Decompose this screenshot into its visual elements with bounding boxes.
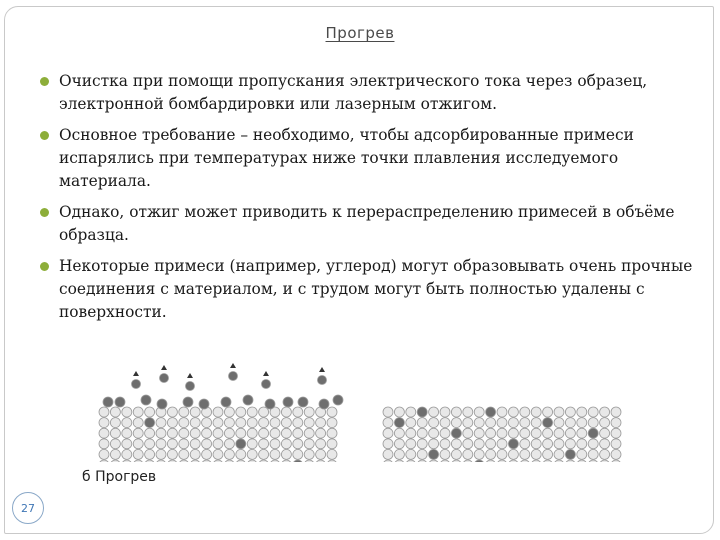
- adsorbed-impurity: [183, 397, 193, 407]
- lattice-atom: [611, 407, 621, 417]
- lattice-atom: [156, 449, 166, 459]
- impurity-atom: [293, 460, 303, 462]
- lattice-atom: [167, 439, 177, 449]
- lattice-atom: [179, 439, 189, 449]
- lattice-atom: [259, 460, 269, 462]
- lattice-atom: [611, 439, 621, 449]
- impurity-atom: [543, 418, 553, 428]
- lattice-atom: [99, 460, 109, 462]
- lattice-atom: [281, 439, 291, 449]
- lattice-atom: [281, 449, 291, 459]
- impurity-atom: [236, 439, 246, 449]
- lattice-atom: [247, 418, 257, 428]
- lattice-atom: [133, 449, 143, 459]
- lattice-atom: [213, 418, 223, 428]
- lattice-atom: [440, 439, 450, 449]
- lattice-atom: [213, 449, 223, 459]
- lattice-atom: [588, 460, 598, 462]
- lattice-atom: [281, 407, 291, 417]
- lattice-atom: [133, 428, 143, 438]
- lattice-atom: [224, 439, 234, 449]
- lattice-atom: [440, 407, 450, 417]
- lattice-atom: [474, 407, 484, 417]
- lattice-atom: [508, 449, 518, 459]
- desorbing-impurities: [132, 363, 327, 391]
- lattice-atom: [156, 418, 166, 428]
- figure-caption: б Прогрев: [82, 469, 157, 485]
- desorbing-atom: [160, 374, 169, 383]
- lattice-atom: [531, 439, 541, 449]
- lattice-atom: [451, 449, 461, 459]
- desorbing-atom: [186, 382, 195, 391]
- lattice-atom: [202, 439, 212, 449]
- lattice-atom: [270, 428, 280, 438]
- lattice-atom: [474, 418, 484, 428]
- lattice-atom: [611, 460, 621, 462]
- lattice-atom: [304, 428, 314, 438]
- lattice-atom: [293, 439, 303, 449]
- lattice-atom: [394, 428, 404, 438]
- lattice-atom: [259, 428, 269, 438]
- lattice-atom: [281, 418, 291, 428]
- impurity-atom: [565, 449, 575, 459]
- lattice-atom: [327, 418, 337, 428]
- lattice-atom: [327, 449, 337, 459]
- arrow-up-icon: [263, 371, 269, 376]
- lattice-atom: [99, 407, 109, 417]
- lattice-atom: [554, 449, 564, 459]
- page-number: 27: [12, 492, 44, 524]
- lattice-atom: [508, 460, 518, 462]
- lattice-atom: [99, 439, 109, 449]
- lattice-atom: [316, 439, 326, 449]
- lattice-atom: [179, 407, 189, 417]
- arrow-up-icon: [133, 371, 139, 376]
- bullet-dot-icon: [40, 208, 49, 217]
- lattice-atom: [577, 428, 587, 438]
- lattice-atom: [565, 428, 575, 438]
- lattice-atom: [463, 449, 473, 459]
- lattice-atom: [486, 428, 496, 438]
- lattice-atom: [327, 407, 337, 417]
- lattice-atom: [588, 407, 598, 417]
- adsorbed-impurity: [265, 399, 275, 409]
- lattice-atom: [327, 460, 337, 462]
- lattice-atom: [611, 449, 621, 459]
- bullet-item: [40, 70, 700, 116]
- lattice-atom: [429, 428, 439, 438]
- lattice-atom: [565, 407, 575, 417]
- lattice-atom: [383, 428, 393, 438]
- lattice-atom: [122, 428, 132, 438]
- lattice-atom: [429, 418, 439, 428]
- adsorbed-impurity: [333, 395, 343, 405]
- lattice-atom: [224, 428, 234, 438]
- lattice-atom: [463, 418, 473, 428]
- lattice-atom: [316, 428, 326, 438]
- lattice-atom: [520, 439, 530, 449]
- lattice-atom: [531, 449, 541, 459]
- lattice-atom: [406, 460, 416, 462]
- lattice-atom: [247, 460, 257, 462]
- impurity-atom: [451, 428, 461, 438]
- lattice-atom: [327, 428, 337, 438]
- impurity-atom: [145, 418, 155, 428]
- lattice-atom: [451, 407, 461, 417]
- lattice-atom: [133, 418, 143, 428]
- lattice-atom: [99, 418, 109, 428]
- lattice-atom: [259, 449, 269, 459]
- lattice-atom: [304, 460, 314, 462]
- desorbing-atom: [132, 380, 141, 389]
- lattice-atom: [543, 460, 553, 462]
- lattice-atom: [236, 460, 246, 462]
- lattice-atom: [110, 407, 120, 417]
- lattice-atom: [293, 418, 303, 428]
- bullet-item: [40, 124, 700, 193]
- lattice-atom: [145, 439, 155, 449]
- lattice-atom: [270, 439, 280, 449]
- lattice-atom: [451, 439, 461, 449]
- lattice-atom: [190, 449, 200, 459]
- lattice-atom: [543, 407, 553, 417]
- lattice-atom: [577, 449, 587, 459]
- lattice-atom: [394, 439, 404, 449]
- lattice-atom: [417, 428, 427, 438]
- adsorbed-impurity: [298, 397, 308, 407]
- lattice-atom: [190, 407, 200, 417]
- lattice-atom: [508, 428, 518, 438]
- lattice-atom: [486, 418, 496, 428]
- lattice-after-annealing: [383, 407, 621, 462]
- lattice-atom: [577, 460, 587, 462]
- lattice-atom: [440, 418, 450, 428]
- lattice-atom: [554, 439, 564, 449]
- lattice-atom: [394, 407, 404, 417]
- slide-title: Прогрев: [325, 24, 395, 42]
- lattice-atom: [190, 439, 200, 449]
- lattice-atom: [520, 460, 530, 462]
- lattice-atom: [588, 418, 598, 428]
- lattice-atom: [463, 439, 473, 449]
- lattice-atom: [179, 428, 189, 438]
- lattice-atom: [213, 428, 223, 438]
- lattice-atom: [520, 418, 530, 428]
- lattice-atom: [190, 418, 200, 428]
- adsorbed-impurity: [283, 397, 293, 407]
- lattice-atom: [508, 407, 518, 417]
- adsorbed-impurity: [141, 395, 151, 405]
- lattice-atom: [463, 407, 473, 417]
- lattice-atom: [247, 428, 257, 438]
- lattice-atom: [577, 407, 587, 417]
- lattice-atom: [316, 449, 326, 459]
- lattice-atom: [520, 407, 530, 417]
- lattice-atom: [497, 449, 507, 459]
- lattice-atom: [202, 418, 212, 428]
- lattice-atom: [247, 439, 257, 449]
- lattice-atom: [497, 428, 507, 438]
- lattice-before-annealing: [99, 395, 343, 462]
- lattice-atom: [383, 418, 393, 428]
- lattice-atom: [543, 428, 553, 438]
- lattice-atom: [531, 418, 541, 428]
- lattice-atom: [497, 407, 507, 417]
- lattice-atom: [213, 439, 223, 449]
- adsorbed-impurity: [199, 399, 209, 409]
- lattice-atom: [508, 418, 518, 428]
- impurity-atom: [474, 460, 484, 462]
- adsorbed-impurity: [243, 395, 253, 405]
- lattice-atom: [304, 439, 314, 449]
- lattice-atom: [281, 460, 291, 462]
- lattice-atom: [600, 428, 610, 438]
- lattice-atom: [565, 439, 575, 449]
- lattice-atom: [406, 449, 416, 459]
- lattice-atom: [224, 449, 234, 459]
- lattice-atom: [554, 460, 564, 462]
- lattice-atom: [406, 439, 416, 449]
- lattice-atom: [179, 449, 189, 459]
- lattice-atom: [122, 439, 132, 449]
- lattice-atom: [417, 460, 427, 462]
- bullet-list: [40, 70, 700, 332]
- impurity-atom: [486, 407, 496, 417]
- bullet-item: [40, 255, 700, 324]
- bullet-item: [40, 201, 700, 247]
- lattice-atom: [531, 460, 541, 462]
- lattice-atom: [122, 449, 132, 459]
- lattice-atom: [167, 460, 177, 462]
- lattice-atom: [167, 407, 177, 417]
- lattice-atom: [486, 439, 496, 449]
- annealing-figure: [98, 362, 638, 462]
- lattice-atom: [316, 418, 326, 428]
- lattice-atom: [394, 449, 404, 459]
- lattice-atom: [554, 418, 564, 428]
- lattice-atom: [145, 449, 155, 459]
- arrow-up-icon: [319, 367, 325, 372]
- adsorbed-impurity: [221, 397, 231, 407]
- lattice-atom: [406, 418, 416, 428]
- lattice-atom: [236, 418, 246, 428]
- lattice-atom: [145, 407, 155, 417]
- lattice-atom: [133, 439, 143, 449]
- lattice-atom: [213, 460, 223, 462]
- lattice-atom: [213, 407, 223, 417]
- arrow-up-icon: [230, 363, 236, 368]
- lattice-atom: [110, 460, 120, 462]
- lattice-atom: [383, 449, 393, 459]
- lattice-atom: [122, 460, 132, 462]
- bullet-text: Однако, отжиг может приводить к перераспределению примесей в объёме образца.: [59, 203, 675, 244]
- desorbing-atom: [229, 372, 238, 381]
- lattice-atom: [417, 449, 427, 459]
- arrow-up-icon: [161, 365, 167, 370]
- lattice-atom: [474, 449, 484, 459]
- lattice-atom: [611, 418, 621, 428]
- lattice-atom: [451, 418, 461, 428]
- lattice-atom: [588, 439, 598, 449]
- arrow-up-icon: [187, 373, 193, 378]
- lattice-atom: [145, 428, 155, 438]
- lattice-atom: [281, 428, 291, 438]
- lattice-atom: [327, 439, 337, 449]
- desorbing-atom: [262, 380, 271, 389]
- lattice-atom: [270, 449, 280, 459]
- lattice-atom: [600, 407, 610, 417]
- lattice-atom: [497, 439, 507, 449]
- lattice-atom: [110, 439, 120, 449]
- lattice-atom: [451, 460, 461, 462]
- lattice-atom: [543, 439, 553, 449]
- lattice-atom: [588, 449, 598, 459]
- lattice-atom: [600, 460, 610, 462]
- lattice-atom: [293, 407, 303, 417]
- lattice-atom: [293, 428, 303, 438]
- lattice-atom: [259, 418, 269, 428]
- lattice-atom: [110, 449, 120, 459]
- lattice-atom: [394, 460, 404, 462]
- adsorbed-impurity: [157, 399, 167, 409]
- lattice-atom: [156, 428, 166, 438]
- lattice-atom: [122, 407, 132, 417]
- lattice-atom: [99, 449, 109, 459]
- bullet-dot-icon: [40, 77, 49, 86]
- lattice-atom: [440, 428, 450, 438]
- lattice-atom: [122, 418, 132, 428]
- bullet-text: Некоторые примеси (например, углерод) могут образовывать очень прочные соединения с материалом, и с трудом могут быть полностью удалены с поверхности.: [59, 257, 693, 321]
- lattice-atom: [531, 407, 541, 417]
- lattice-atom: [190, 428, 200, 438]
- lattice-atom: [179, 460, 189, 462]
- lattice-atom: [440, 449, 450, 459]
- lattice-atom: [554, 428, 564, 438]
- lattice-atom: [145, 460, 155, 462]
- impurity-atom: [508, 439, 518, 449]
- lattice-atom: [600, 449, 610, 459]
- bullet-text: Очистка при помощи пропускания электрического тока через образец, электронной бомбардировки или лазерным отжигом.: [59, 72, 648, 113]
- lattice-atom: [383, 439, 393, 449]
- lattice-atom: [417, 418, 427, 428]
- lattice-atom: [202, 449, 212, 459]
- lattice-atom: [520, 449, 530, 459]
- lattice-atom: [110, 428, 120, 438]
- impurity-atom: [394, 418, 404, 428]
- lattice-atom: [247, 449, 257, 459]
- lattice-atom: [190, 460, 200, 462]
- lattice-atom: [600, 418, 610, 428]
- adsorbed-impurity: [103, 397, 113, 407]
- lattice-atom: [156, 439, 166, 449]
- lattice-atom: [304, 449, 314, 459]
- bullet-dot-icon: [40, 262, 49, 271]
- lattice-atom: [429, 439, 439, 449]
- lattice-atom: [236, 407, 246, 417]
- lattice-atom: [440, 460, 450, 462]
- lattice-atom: [611, 428, 621, 438]
- lattice-atom: [554, 407, 564, 417]
- lattice-atom: [156, 460, 166, 462]
- lattice-atom: [406, 428, 416, 438]
- lattice-atom: [565, 460, 575, 462]
- lattice-atom: [236, 449, 246, 459]
- lattice-atom: [429, 460, 439, 462]
- lattice-atom: [463, 428, 473, 438]
- lattice-atom: [224, 407, 234, 417]
- lattice-atom: [577, 418, 587, 428]
- lattice-atom: [304, 418, 314, 428]
- desorbing-atom: [318, 376, 327, 385]
- lattice-atom: [497, 460, 507, 462]
- lattice-atom: [600, 439, 610, 449]
- lattice-atom: [110, 418, 120, 428]
- lattice-atom: [270, 460, 280, 462]
- lattice-atom: [383, 407, 393, 417]
- lattice-atom: [304, 407, 314, 417]
- impurity-atom: [588, 428, 598, 438]
- lattice-atom: [486, 449, 496, 459]
- adsorbed-impurity: [115, 397, 125, 407]
- bullet-dot-icon: [40, 131, 49, 140]
- lattice-atom: [543, 449, 553, 459]
- lattice-atom: [474, 428, 484, 438]
- lattice-atom: [417, 439, 427, 449]
- lattice-atom: [167, 418, 177, 428]
- lattice-atom: [247, 407, 257, 417]
- lattice-atom: [293, 449, 303, 459]
- lattice-atom: [224, 460, 234, 462]
- lattice-atom: [179, 418, 189, 428]
- lattice-atom: [531, 428, 541, 438]
- lattice-atom: [463, 460, 473, 462]
- lattice-atom: [202, 428, 212, 438]
- lattice-atom: [383, 460, 393, 462]
- lattice-atom: [202, 460, 212, 462]
- lattice-atom: [224, 418, 234, 428]
- lattice-atom: [167, 428, 177, 438]
- bullet-text: Основное требование – необходимо, чтобы адсорбированные примеси испарялись при температурах ниже точки плавления исследуемого материала.: [59, 126, 634, 190]
- lattice-atom: [429, 407, 439, 417]
- lattice-atom: [474, 439, 484, 449]
- adsorbed-impurity: [319, 399, 329, 409]
- impurity-atom: [417, 407, 427, 417]
- lattice-atom: [316, 460, 326, 462]
- lattice-atom: [565, 418, 575, 428]
- lattice-atom: [406, 407, 416, 417]
- lattice-atom: [99, 428, 109, 438]
- lattice-atom: [497, 418, 507, 428]
- lattice-atom: [259, 439, 269, 449]
- lattice-atom: [270, 418, 280, 428]
- lattice-atom: [520, 428, 530, 438]
- lattice-atom: [133, 460, 143, 462]
- lattice-atom: [167, 449, 177, 459]
- lattice-atom: [577, 439, 587, 449]
- impurity-atom: [429, 449, 439, 459]
- lattice-atom: [133, 407, 143, 417]
- lattice-atom: [486, 460, 496, 462]
- lattice-atom: [236, 428, 246, 438]
